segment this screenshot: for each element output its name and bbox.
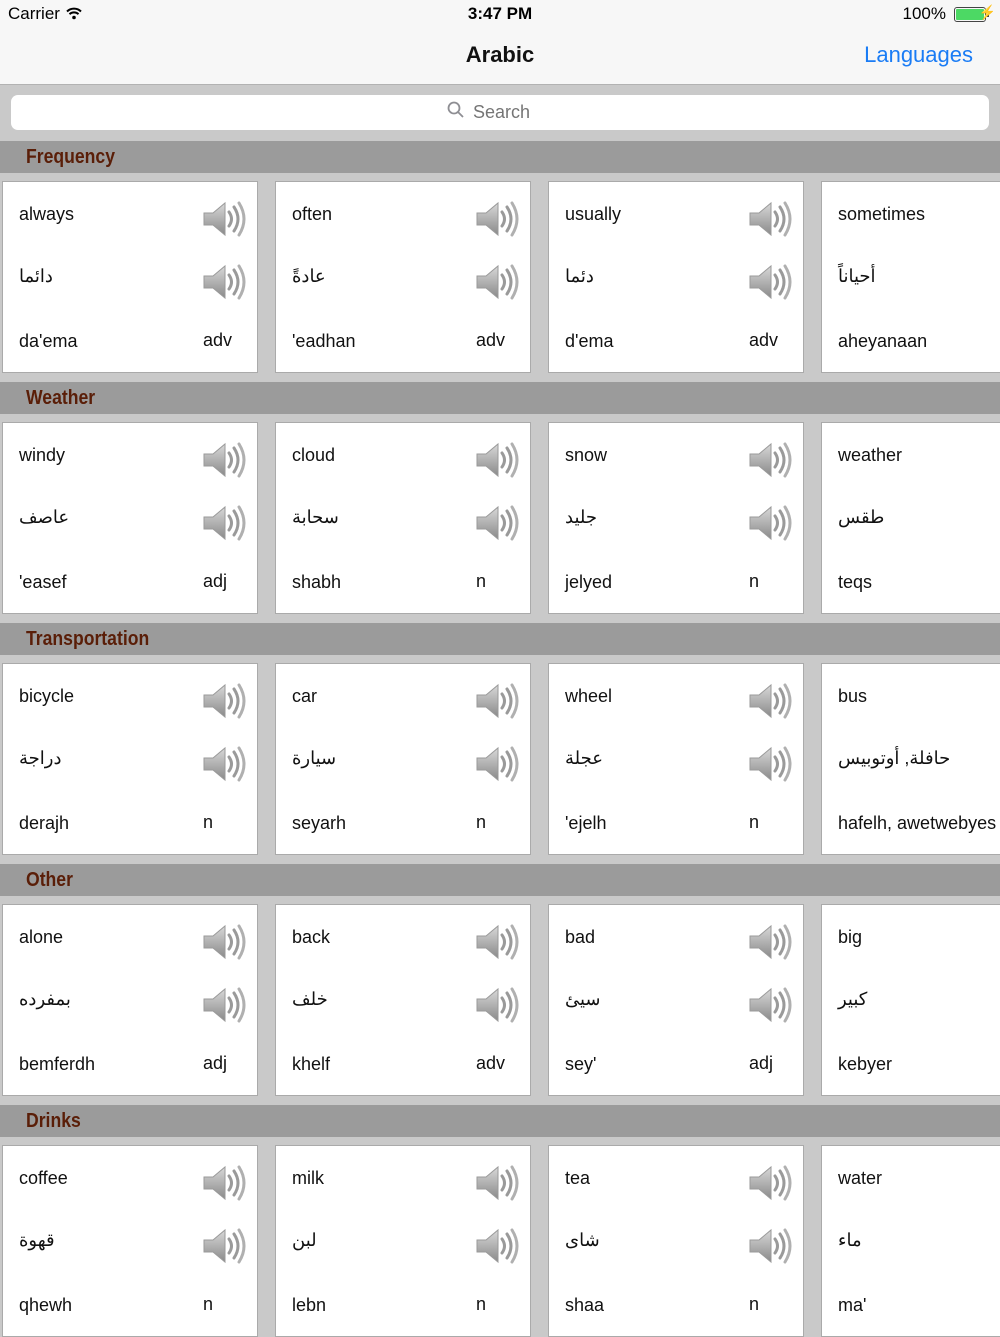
- transliteration: hafelh, awetwebyes: [838, 813, 997, 833]
- play-arabic-speaker-icon[interactable]: [747, 1226, 793, 1266]
- english-word: bad: [565, 927, 596, 947]
- play-arabic-speaker-icon[interactable]: [201, 744, 247, 784]
- arabic-word: جليد: [565, 507, 597, 527]
- part-of-speech: n: [476, 1294, 487, 1314]
- word-card[interactable]: [2, 663, 258, 855]
- transliteration: ma': [838, 1295, 867, 1315]
- play-arabic-speaker-icon[interactable]: [747, 503, 793, 543]
- word-card[interactable]: [275, 422, 531, 614]
- part-of-speech: adv: [203, 330, 233, 350]
- play-arabic-speaker-icon[interactable]: [201, 985, 247, 1025]
- play-english-speaker-icon[interactable]: [747, 440, 793, 480]
- play-english-speaker-icon[interactable]: [474, 440, 520, 480]
- word-card[interactable]: [2, 181, 258, 373]
- transliteration: kebyer: [838, 1054, 893, 1074]
- play-english-speaker-icon[interactable]: [201, 681, 247, 721]
- word-card[interactable]: [548, 663, 804, 855]
- transliteration: derajh: [19, 813, 70, 833]
- arabic-word: أحياناً: [838, 266, 876, 286]
- english-word: car: [292, 686, 318, 706]
- transliteration: 'ejelh: [565, 813, 607, 833]
- word-card[interactable]: [548, 1145, 804, 1337]
- transliteration: teqs: [838, 572, 873, 592]
- arabic-word: دراجة: [19, 748, 62, 768]
- arabic-word: حافلة, أوتوبيس: [838, 748, 951, 768]
- play-arabic-speaker-icon[interactable]: [474, 262, 520, 302]
- status-bar: [0, 0, 1000, 28]
- section-header-other: [0, 864, 1000, 896]
- transliteration: bemferdh: [19, 1054, 96, 1074]
- transliteration: shaa: [565, 1295, 605, 1315]
- part-of-speech: n: [749, 812, 760, 832]
- play-english-speaker-icon[interactable]: [747, 1163, 793, 1203]
- english-word: milk: [292, 1168, 324, 1188]
- word-card[interactable]: [2, 1145, 258, 1337]
- word-card[interactable]: [821, 904, 1000, 1096]
- page-title: Arabic: [465, 42, 535, 67]
- arabic-word: لبن: [292, 1230, 317, 1250]
- word-card[interactable]: [821, 181, 1000, 373]
- transliteration: seyarh: [292, 813, 347, 833]
- clock: 3:47 PM: [467, 4, 533, 23]
- word-card[interactable]: [821, 1145, 1000, 1337]
- part-of-speech: adj: [203, 1053, 228, 1073]
- english-word: back: [292, 927, 331, 947]
- english-word: always: [19, 204, 75, 224]
- part-of-speech: adv: [476, 1053, 506, 1073]
- play-arabic-speaker-icon[interactable]: [747, 262, 793, 302]
- word-card[interactable]: [275, 904, 531, 1096]
- play-english-speaker-icon[interactable]: [474, 199, 520, 239]
- english-word: snow: [565, 445, 608, 465]
- part-of-speech: adj: [749, 1053, 774, 1073]
- word-card[interactable]: [821, 422, 1000, 614]
- charging-icon: ⚡: [978, 4, 996, 20]
- play-english-speaker-icon[interactable]: [474, 681, 520, 721]
- search-bar[interactable]: [11, 95, 989, 130]
- arabic-word: سيئ: [565, 989, 601, 1009]
- word-card[interactable]: [2, 422, 258, 614]
- section-header-drinks: [0, 1105, 1000, 1137]
- part-of-speech: n: [476, 812, 487, 832]
- english-word: wheel: [565, 686, 613, 706]
- section-title: Weather: [26, 387, 96, 409]
- word-card[interactable]: [548, 181, 804, 373]
- part-of-speech: adv: [749, 330, 779, 350]
- play-arabic-speaker-icon[interactable]: [474, 985, 520, 1025]
- part-of-speech: n: [203, 1294, 214, 1314]
- word-card[interactable]: [275, 663, 531, 855]
- play-english-speaker-icon[interactable]: [201, 199, 247, 239]
- arabic-word: سحابة: [292, 507, 339, 527]
- section-header-transportation: [0, 623, 1000, 655]
- english-word: sometimes: [838, 204, 926, 224]
- transliteration: qhewh: [19, 1295, 73, 1315]
- arabic-word: شاى: [565, 1230, 600, 1250]
- english-word: big: [838, 927, 863, 947]
- play-english-speaker-icon[interactable]: [747, 199, 793, 239]
- transliteration: da'ema: [19, 331, 78, 351]
- arabic-word: دائما: [19, 266, 53, 286]
- play-arabic-speaker-icon[interactable]: [474, 744, 520, 784]
- play-english-speaker-icon[interactable]: [201, 1163, 247, 1203]
- word-card[interactable]: [275, 1145, 531, 1337]
- section-title: Other: [26, 869, 73, 891]
- part-of-speech: n: [749, 1294, 760, 1314]
- arabic-word: بمفرده: [19, 989, 71, 1009]
- play-english-speaker-icon[interactable]: [747, 922, 793, 962]
- english-word: windy: [19, 445, 66, 465]
- transliteration: aheyanaan: [838, 331, 928, 351]
- play-arabic-speaker-icon[interactable]: [474, 1226, 520, 1266]
- english-word: bicycle: [19, 686, 75, 706]
- languages-button[interactable]: Languages: [864, 42, 973, 67]
- navigation-bar: [0, 28, 1000, 85]
- search-area: [0, 85, 1000, 140]
- play-english-speaker-icon[interactable]: [201, 440, 247, 480]
- play-english-speaker-icon[interactable]: [747, 681, 793, 721]
- transliteration: lebn: [292, 1295, 327, 1315]
- part-of-speech: adv: [476, 330, 506, 350]
- transliteration: d'ema: [565, 331, 614, 351]
- part-of-speech: n: [476, 571, 487, 591]
- section-header-weather: [0, 382, 1000, 414]
- english-word: bus: [838, 686, 868, 706]
- search-input[interactable]: [473, 102, 553, 123]
- transliteration: shabh: [292, 572, 342, 592]
- english-word: often: [292, 204, 333, 224]
- english-word: cloud: [292, 445, 336, 465]
- word-card[interactable]: [821, 663, 1000, 855]
- word-card[interactable]: [548, 904, 804, 1096]
- play-arabic-speaker-icon[interactable]: [747, 985, 793, 1025]
- play-english-speaker-icon[interactable]: [474, 1163, 520, 1203]
- part-of-speech: n: [749, 571, 760, 591]
- arabic-word: سيارة: [292, 748, 337, 768]
- play-arabic-speaker-icon[interactable]: [201, 262, 247, 302]
- section-title: Drinks: [26, 1110, 81, 1132]
- english-word: weather: [838, 445, 903, 465]
- arabic-word: طقس: [838, 507, 885, 527]
- carrier-label: Carrier: [8, 4, 60, 23]
- play-english-speaker-icon[interactable]: [474, 922, 520, 962]
- english-word: usually: [565, 204, 622, 224]
- play-arabic-speaker-icon[interactable]: [201, 503, 247, 543]
- arabic-word: دئما: [565, 266, 594, 286]
- word-card[interactable]: [275, 181, 531, 373]
- english-word: tea: [565, 1168, 591, 1188]
- transliteration: 'eadhan: [292, 331, 356, 351]
- arabic-word: ماء: [838, 1230, 862, 1250]
- section-title: Frequency: [26, 146, 116, 168]
- section-header-frequency: [0, 141, 1000, 173]
- play-arabic-speaker-icon[interactable]: [747, 744, 793, 784]
- part-of-speech: adj: [203, 571, 228, 591]
- arabic-word: كبير: [838, 989, 868, 1009]
- english-word: alone: [19, 927, 64, 947]
- transliteration: 'easef: [19, 572, 67, 592]
- play-arabic-speaker-icon[interactable]: [474, 503, 520, 543]
- arabic-word: قهوة: [19, 1230, 55, 1250]
- word-card[interactable]: [548, 422, 804, 614]
- arabic-word: عجلة: [565, 748, 603, 768]
- transliteration: khelf: [292, 1054, 331, 1074]
- english-word: water: [838, 1168, 883, 1188]
- play-english-speaker-icon[interactable]: [201, 922, 247, 962]
- arabic-word: عاصف: [19, 507, 70, 527]
- transliteration: jelyed: [565, 572, 613, 592]
- part-of-speech: n: [203, 812, 214, 832]
- arabic-word: خلف: [292, 989, 328, 1009]
- play-arabic-speaker-icon[interactable]: [201, 1226, 247, 1266]
- english-word: coffee: [19, 1168, 68, 1188]
- word-card[interactable]: [2, 904, 258, 1096]
- search-icon: [447, 101, 465, 124]
- battery-percent: 100%: [902, 4, 946, 23]
- transliteration: sey': [565, 1054, 597, 1074]
- section-title: Transportation: [26, 628, 150, 650]
- arabic-word: عادةً: [292, 266, 326, 286]
